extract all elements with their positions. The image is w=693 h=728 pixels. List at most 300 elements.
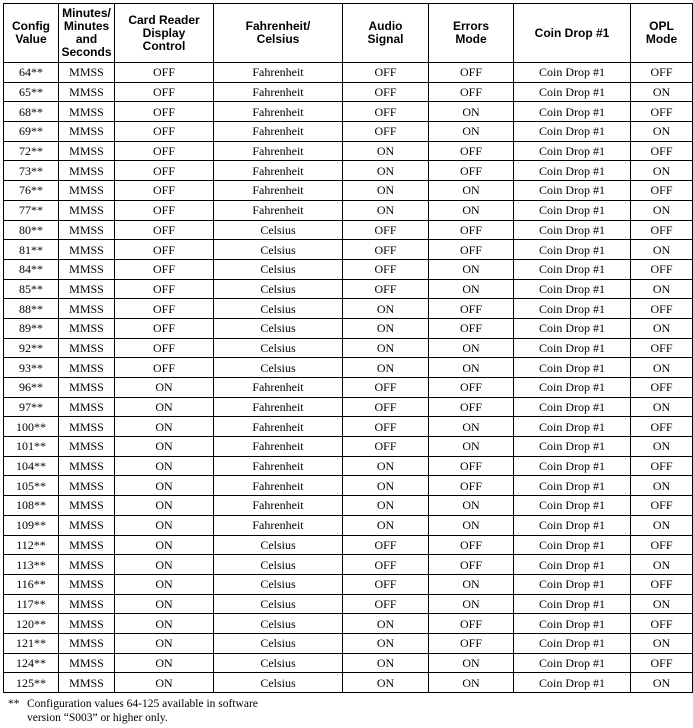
card-reader-cell: OFF — [115, 220, 214, 240]
errors-mode-cell: ON — [429, 122, 514, 142]
minutes-seconds-cell: MMSS — [59, 181, 115, 201]
temperature-unit-cell: Celsius — [214, 673, 343, 693]
card-reader-cell: OFF — [115, 82, 214, 102]
errors-mode-cell: OFF — [429, 240, 514, 260]
card-reader-cell: OFF — [115, 338, 214, 358]
opl-mode-cell: OFF — [631, 496, 693, 516]
table-row — [4, 614, 693, 634]
card-reader-cell: OFF — [115, 141, 214, 161]
audio-signal-cell: ON — [343, 299, 429, 319]
errors-mode-cell: ON — [429, 515, 514, 535]
header-minutes-seconds: Minutes/ Minutes and Seconds — [59, 4, 115, 63]
errors-mode-cell: OFF — [429, 456, 514, 476]
errors-mode-cell: ON — [429, 200, 514, 220]
temperature-unit-cell: Celsius — [214, 279, 343, 299]
temperature-unit-cell: Celsius — [214, 259, 343, 279]
audio-signal-cell: OFF — [343, 82, 429, 102]
minutes-seconds-cell: MMSS — [59, 594, 115, 614]
errors-mode-cell: OFF — [429, 63, 514, 83]
temperature-unit-cell: Fahrenheit — [214, 122, 343, 142]
audio-signal-cell: OFF — [343, 594, 429, 614]
config-value-cell: 112** — [4, 535, 59, 555]
temperature-unit-cell: Celsius — [214, 318, 343, 338]
header-row — [4, 4, 693, 63]
audio-signal-cell: OFF — [343, 378, 429, 398]
config-value-cell: 105** — [4, 476, 59, 496]
audio-signal-cell: ON — [343, 476, 429, 496]
errors-mode-cell: OFF — [429, 378, 514, 398]
config-value-cell: 64** — [4, 63, 59, 83]
errors-mode-cell: OFF — [429, 141, 514, 161]
table-row — [4, 200, 693, 220]
minutes-seconds-cell: MMSS — [59, 397, 115, 417]
header-card-reader-display-control: Card Reader Display Control — [115, 4, 214, 63]
errors-mode-cell: ON — [429, 673, 514, 693]
header-fahrenheit-celsius: Fahrenheit/ Celsius — [214, 4, 343, 63]
config-value-cell: 113** — [4, 555, 59, 575]
table-row — [4, 63, 693, 83]
config-value-cell: 100** — [4, 417, 59, 437]
table-body — [4, 63, 693, 693]
card-reader-cell: OFF — [115, 318, 214, 338]
minutes-seconds-cell: MMSS — [59, 496, 115, 516]
minutes-seconds-cell: MMSS — [59, 555, 115, 575]
minutes-seconds-cell: MMSS — [59, 141, 115, 161]
opl-mode-cell: ON — [631, 633, 693, 653]
table-row — [4, 141, 693, 161]
config-value-cell: 80** — [4, 220, 59, 240]
opl-mode-cell: OFF — [631, 141, 693, 161]
errors-mode-cell: ON — [429, 102, 514, 122]
config-value-cell: 84** — [4, 259, 59, 279]
coin-drop-cell: Coin Drop #1 — [514, 279, 631, 299]
errors-mode-cell: OFF — [429, 220, 514, 240]
card-reader-cell: OFF — [115, 181, 214, 201]
table-row — [4, 259, 693, 279]
opl-mode-cell: ON — [631, 240, 693, 260]
card-reader-cell: OFF — [115, 63, 214, 83]
table-row — [4, 338, 693, 358]
minutes-seconds-cell: MMSS — [59, 259, 115, 279]
errors-mode-cell: OFF — [429, 397, 514, 417]
audio-signal-cell: OFF — [343, 279, 429, 299]
table-row — [4, 299, 693, 319]
opl-mode-cell: OFF — [631, 535, 693, 555]
minutes-seconds-cell: MMSS — [59, 358, 115, 378]
coin-drop-cell: Coin Drop #1 — [514, 200, 631, 220]
temperature-unit-cell: Celsius — [214, 338, 343, 358]
config-value-cell: 76** — [4, 181, 59, 201]
audio-signal-cell: ON — [343, 496, 429, 516]
card-reader-cell: OFF — [115, 102, 214, 122]
opl-mode-cell: OFF — [631, 417, 693, 437]
temperature-unit-cell: Celsius — [214, 633, 343, 653]
config-value-cell: 109** — [4, 515, 59, 535]
table-row — [4, 476, 693, 496]
card-reader-cell: ON — [115, 535, 214, 555]
errors-mode-cell: ON — [429, 417, 514, 437]
table-row — [4, 633, 693, 653]
minutes-seconds-cell: MMSS — [59, 122, 115, 142]
audio-signal-cell: OFF — [343, 259, 429, 279]
errors-mode-cell: OFF — [429, 476, 514, 496]
table-row — [4, 437, 693, 457]
temperature-unit-cell: Celsius — [214, 535, 343, 555]
temperature-unit-cell: Fahrenheit — [214, 82, 343, 102]
temperature-unit-cell: Fahrenheit — [214, 496, 343, 516]
config-value-cell: 101** — [4, 437, 59, 457]
temperature-unit-cell: Fahrenheit — [214, 378, 343, 398]
temperature-unit-cell: Fahrenheit — [214, 515, 343, 535]
footnote-line-1: Configuration values 64-125 available in software — [27, 698, 258, 710]
footnote — [8, 697, 568, 725]
table-row — [4, 653, 693, 673]
temperature-unit-cell: Celsius — [214, 574, 343, 594]
config-value-cell: 121** — [4, 633, 59, 653]
temperature-unit-cell: Celsius — [214, 220, 343, 240]
coin-drop-cell: Coin Drop #1 — [514, 397, 631, 417]
config-value-cell: 117** — [4, 594, 59, 614]
config-value-cell: 81** — [4, 240, 59, 260]
table-row — [4, 358, 693, 378]
minutes-seconds-cell: MMSS — [59, 82, 115, 102]
table-row — [4, 279, 693, 299]
errors-mode-cell: ON — [429, 437, 514, 457]
config-value-cell: 108** — [4, 496, 59, 516]
card-reader-cell: OFF — [115, 279, 214, 299]
audio-signal-cell: ON — [343, 633, 429, 653]
card-reader-cell: ON — [115, 515, 214, 535]
table-row — [4, 161, 693, 181]
table-row — [4, 378, 693, 398]
coin-drop-cell: Coin Drop #1 — [514, 417, 631, 437]
minutes-seconds-cell: MMSS — [59, 535, 115, 555]
card-reader-cell: ON — [115, 633, 214, 653]
audio-signal-cell: OFF — [343, 397, 429, 417]
card-reader-cell: ON — [115, 417, 214, 437]
audio-signal-cell: ON — [343, 614, 429, 634]
temperature-unit-cell: Celsius — [214, 594, 343, 614]
card-reader-cell: OFF — [115, 122, 214, 142]
opl-mode-cell: ON — [631, 397, 693, 417]
minutes-seconds-cell: MMSS — [59, 63, 115, 83]
coin-drop-cell: Coin Drop #1 — [514, 240, 631, 260]
minutes-seconds-cell: MMSS — [59, 378, 115, 398]
minutes-seconds-cell: MMSS — [59, 614, 115, 634]
opl-mode-cell: ON — [631, 200, 693, 220]
coin-drop-cell: Coin Drop #1 — [514, 574, 631, 594]
card-reader-cell: ON — [115, 456, 214, 476]
opl-mode-cell: ON — [631, 673, 693, 693]
table-row — [4, 673, 693, 693]
coin-drop-cell: Coin Drop #1 — [514, 299, 631, 319]
minutes-seconds-cell: MMSS — [59, 437, 115, 457]
minutes-seconds-cell: MMSS — [59, 240, 115, 260]
coin-drop-cell: Coin Drop #1 — [514, 63, 631, 83]
coin-drop-cell: Coin Drop #1 — [514, 614, 631, 634]
footnote-line-2: version “S003” or higher only. — [27, 712, 168, 724]
card-reader-cell: ON — [115, 378, 214, 398]
errors-mode-cell: ON — [429, 279, 514, 299]
opl-mode-cell: OFF — [631, 456, 693, 476]
card-reader-cell: OFF — [115, 161, 214, 181]
card-reader-cell: ON — [115, 397, 214, 417]
temperature-unit-cell: Fahrenheit — [214, 437, 343, 457]
coin-drop-cell: Coin Drop #1 — [514, 476, 631, 496]
minutes-seconds-cell: MMSS — [59, 417, 115, 437]
config-value-cell: 96** — [4, 378, 59, 398]
coin-drop-cell: Coin Drop #1 — [514, 378, 631, 398]
errors-mode-cell: OFF — [429, 633, 514, 653]
errors-mode-cell: OFF — [429, 318, 514, 338]
config-value-cell: 125** — [4, 673, 59, 693]
table-row — [4, 181, 693, 201]
coin-drop-cell: Coin Drop #1 — [514, 456, 631, 476]
config-value-cell: 69** — [4, 122, 59, 142]
minutes-seconds-cell: MMSS — [59, 279, 115, 299]
audio-signal-cell: OFF — [343, 417, 429, 437]
table-row — [4, 496, 693, 516]
minutes-seconds-cell: MMSS — [59, 633, 115, 653]
minutes-seconds-cell: MMSS — [59, 574, 115, 594]
temperature-unit-cell: Celsius — [214, 555, 343, 575]
temperature-unit-cell: Fahrenheit — [214, 456, 343, 476]
opl-mode-cell: OFF — [631, 574, 693, 594]
table-row — [4, 574, 693, 594]
errors-mode-cell: OFF — [429, 161, 514, 181]
temperature-unit-cell: Fahrenheit — [214, 476, 343, 496]
header-coin-drop-1: Coin Drop #1 — [514, 4, 631, 63]
table-row — [4, 515, 693, 535]
coin-drop-cell: Coin Drop #1 — [514, 555, 631, 575]
config-value-cell: 65** — [4, 82, 59, 102]
table-row — [4, 555, 693, 575]
card-reader-cell: ON — [115, 476, 214, 496]
table-row — [4, 318, 693, 338]
audio-signal-cell: ON — [343, 161, 429, 181]
config-value-cell: 116** — [4, 574, 59, 594]
card-reader-cell: OFF — [115, 299, 214, 319]
coin-drop-cell: Coin Drop #1 — [514, 220, 631, 240]
minutes-seconds-cell: MMSS — [59, 161, 115, 181]
errors-mode-cell: ON — [429, 653, 514, 673]
audio-signal-cell: OFF — [343, 122, 429, 142]
temperature-unit-cell: Fahrenheit — [214, 397, 343, 417]
card-reader-cell: ON — [115, 653, 214, 673]
errors-mode-cell: ON — [429, 358, 514, 378]
opl-mode-cell: ON — [631, 122, 693, 142]
temperature-unit-cell: Fahrenheit — [214, 102, 343, 122]
config-value-cell: 72** — [4, 141, 59, 161]
minutes-seconds-cell: MMSS — [59, 102, 115, 122]
temperature-unit-cell: Celsius — [214, 240, 343, 260]
temperature-unit-cell: Celsius — [214, 358, 343, 378]
errors-mode-cell: ON — [429, 594, 514, 614]
config-value-cell: 97** — [4, 397, 59, 417]
audio-signal-cell: OFF — [343, 437, 429, 457]
coin-drop-cell: Coin Drop #1 — [514, 673, 631, 693]
opl-mode-cell: ON — [631, 279, 693, 299]
minutes-seconds-cell: MMSS — [59, 299, 115, 319]
config-value-cell: 68** — [4, 102, 59, 122]
config-value-cell: 124** — [4, 653, 59, 673]
coin-drop-cell: Coin Drop #1 — [514, 358, 631, 378]
opl-mode-cell: ON — [631, 82, 693, 102]
audio-signal-cell: ON — [343, 141, 429, 161]
errors-mode-cell: OFF — [429, 555, 514, 575]
temperature-unit-cell: Fahrenheit — [214, 63, 343, 83]
configuration-table — [3, 3, 693, 693]
coin-drop-cell: Coin Drop #1 — [514, 338, 631, 358]
opl-mode-cell: OFF — [631, 378, 693, 398]
opl-mode-cell: OFF — [631, 614, 693, 634]
opl-mode-cell: ON — [631, 161, 693, 181]
errors-mode-cell: OFF — [429, 614, 514, 634]
opl-mode-cell: OFF — [631, 338, 693, 358]
minutes-seconds-cell: MMSS — [59, 476, 115, 496]
temperature-unit-cell: Fahrenheit — [214, 417, 343, 437]
card-reader-cell: ON — [115, 594, 214, 614]
config-value-cell: 92** — [4, 338, 59, 358]
temperature-unit-cell: Fahrenheit — [214, 161, 343, 181]
coin-drop-cell: Coin Drop #1 — [514, 653, 631, 673]
table-row — [4, 102, 693, 122]
table-row — [4, 122, 693, 142]
card-reader-cell: ON — [115, 673, 214, 693]
coin-drop-cell: Coin Drop #1 — [514, 102, 631, 122]
table-row — [4, 220, 693, 240]
minutes-seconds-cell: MMSS — [59, 673, 115, 693]
temperature-unit-cell: Celsius — [214, 653, 343, 673]
opl-mode-cell: OFF — [631, 259, 693, 279]
minutes-seconds-cell: MMSS — [59, 338, 115, 358]
audio-signal-cell: OFF — [343, 240, 429, 260]
audio-signal-cell: ON — [343, 515, 429, 535]
minutes-seconds-cell: MMSS — [59, 653, 115, 673]
errors-mode-cell: ON — [429, 574, 514, 594]
audio-signal-cell: OFF — [343, 220, 429, 240]
opl-mode-cell: OFF — [631, 63, 693, 83]
coin-drop-cell: Coin Drop #1 — [514, 141, 631, 161]
header-errors-mode: Errors Mode — [429, 4, 514, 63]
opl-mode-cell: ON — [631, 594, 693, 614]
opl-mode-cell: ON — [631, 476, 693, 496]
opl-mode-cell: OFF — [631, 102, 693, 122]
errors-mode-cell: OFF — [429, 535, 514, 555]
config-value-cell: 120** — [4, 614, 59, 634]
coin-drop-cell: Coin Drop #1 — [514, 437, 631, 457]
table-row — [4, 535, 693, 555]
opl-mode-cell: OFF — [631, 299, 693, 319]
minutes-seconds-cell: MMSS — [59, 456, 115, 476]
errors-mode-cell: ON — [429, 496, 514, 516]
coin-drop-cell: Coin Drop #1 — [514, 496, 631, 516]
table-row — [4, 240, 693, 260]
card-reader-cell: ON — [115, 437, 214, 457]
coin-drop-cell: Coin Drop #1 — [514, 318, 631, 338]
card-reader-cell: OFF — [115, 200, 214, 220]
card-reader-cell: OFF — [115, 240, 214, 260]
opl-mode-cell: OFF — [631, 181, 693, 201]
audio-signal-cell: OFF — [343, 574, 429, 594]
audio-signal-cell: ON — [343, 358, 429, 378]
config-value-cell: 89** — [4, 318, 59, 338]
header-config-value: Config Value — [4, 4, 59, 63]
temperature-unit-cell: Fahrenheit — [214, 200, 343, 220]
coin-drop-cell: Coin Drop #1 — [514, 515, 631, 535]
config-value-cell: 77** — [4, 200, 59, 220]
minutes-seconds-cell: MMSS — [59, 200, 115, 220]
card-reader-cell: ON — [115, 555, 214, 575]
opl-mode-cell: OFF — [631, 653, 693, 673]
header-opl-mode: OPL Mode — [631, 4, 693, 63]
opl-mode-cell: ON — [631, 318, 693, 338]
card-reader-cell: ON — [115, 614, 214, 634]
card-reader-cell: OFF — [115, 259, 214, 279]
audio-signal-cell: OFF — [343, 102, 429, 122]
errors-mode-cell: ON — [429, 181, 514, 201]
coin-drop-cell: Coin Drop #1 — [514, 82, 631, 102]
temperature-unit-cell: Celsius — [214, 614, 343, 634]
opl-mode-cell: ON — [631, 358, 693, 378]
errors-mode-cell: OFF — [429, 299, 514, 319]
temperature-unit-cell: Celsius — [214, 299, 343, 319]
coin-drop-cell: Coin Drop #1 — [514, 181, 631, 201]
opl-mode-cell: OFF — [631, 220, 693, 240]
minutes-seconds-cell: MMSS — [59, 318, 115, 338]
table-row — [4, 456, 693, 476]
config-value-cell: 104** — [4, 456, 59, 476]
footnote-mark: ** — [8, 698, 20, 710]
audio-signal-cell: OFF — [343, 63, 429, 83]
config-value-cell: 88** — [4, 299, 59, 319]
audio-signal-cell: OFF — [343, 535, 429, 555]
temperature-unit-cell: Fahrenheit — [214, 141, 343, 161]
config-value-cell: 93** — [4, 358, 59, 378]
card-reader-cell: ON — [115, 574, 214, 594]
audio-signal-cell: ON — [343, 653, 429, 673]
coin-drop-cell: Coin Drop #1 — [514, 594, 631, 614]
errors-mode-cell: ON — [429, 338, 514, 358]
header-audio-signal: Audio Signal — [343, 4, 429, 63]
card-reader-cell: ON — [115, 496, 214, 516]
config-value-cell: 73** — [4, 161, 59, 181]
audio-signal-cell: ON — [343, 456, 429, 476]
audio-signal-cell: ON — [343, 318, 429, 338]
audio-signal-cell: ON — [343, 338, 429, 358]
opl-mode-cell: ON — [631, 515, 693, 535]
coin-drop-cell: Coin Drop #1 — [514, 535, 631, 555]
audio-signal-cell: ON — [343, 673, 429, 693]
temperature-unit-cell: Fahrenheit — [214, 181, 343, 201]
opl-mode-cell: ON — [631, 437, 693, 457]
audio-signal-cell: ON — [343, 200, 429, 220]
card-reader-cell: OFF — [115, 358, 214, 378]
config-value-cell: 85** — [4, 279, 59, 299]
table-row — [4, 82, 693, 102]
table-row — [4, 397, 693, 417]
minutes-seconds-cell: MMSS — [59, 515, 115, 535]
coin-drop-cell: Coin Drop #1 — [514, 259, 631, 279]
table-row — [4, 417, 693, 437]
coin-drop-cell: Coin Drop #1 — [514, 633, 631, 653]
table-row — [4, 594, 693, 614]
coin-drop-cell: Coin Drop #1 — [514, 161, 631, 181]
errors-mode-cell: ON — [429, 259, 514, 279]
coin-drop-cell: Coin Drop #1 — [514, 122, 631, 142]
minutes-seconds-cell: MMSS — [59, 220, 115, 240]
audio-signal-cell: ON — [343, 181, 429, 201]
